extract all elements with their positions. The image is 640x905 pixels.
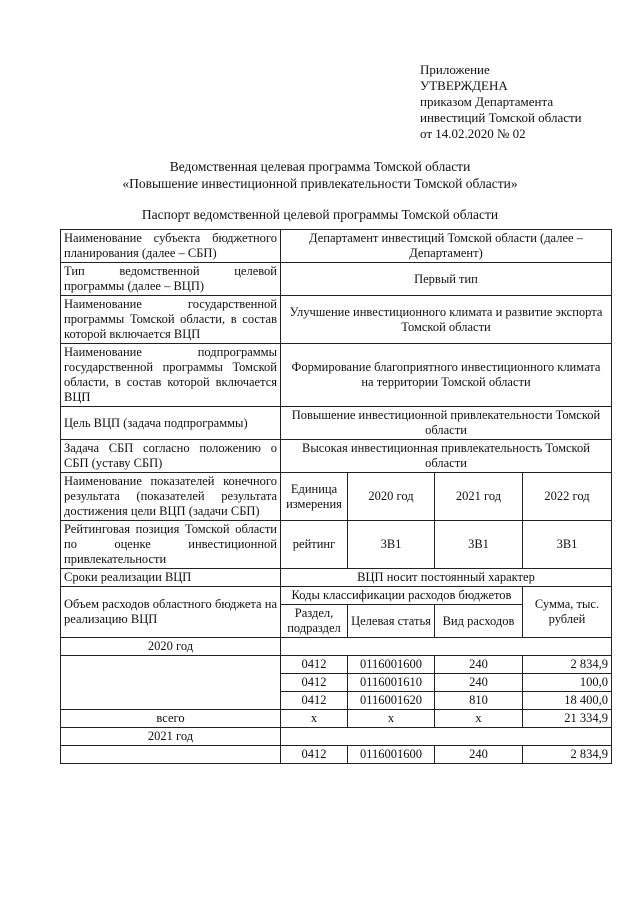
total-x: x: [281, 710, 348, 728]
article-cell: 0116001620: [348, 692, 435, 710]
indicators-header-label: Наименование показателей конечного результата (показателей результата достижения цели ВЦП (задачи СБП): [61, 473, 281, 521]
total-x: x: [435, 710, 523, 728]
row-label: Цель ВЦП (задача подпрограммы): [61, 407, 281, 440]
total-x: x: [348, 710, 435, 728]
approval-line: УТВЕРЖДЕНА: [420, 78, 508, 93]
year-header: 2022 год: [523, 473, 612, 521]
row-label: Наименование подпрограммы государственной программы Томской области, в состав которой включается ВЦП: [61, 344, 281, 407]
approval-line: от 14.02.2020 № 02: [420, 126, 526, 141]
row-label: Наименование государственной программы Томской области, в состав которой включается ВЦП: [61, 296, 281, 344]
approval-stamp: [420, 62, 582, 142]
approval-line: приказом Департамента: [420, 94, 554, 109]
kind-cell: 240: [435, 656, 523, 674]
table-row: [61, 521, 612, 569]
section-cell: 0412: [281, 692, 348, 710]
unit-header: Единица измерения: [281, 473, 348, 521]
passport-title: Паспорт ведомственной целевой программы Томской области: [141, 207, 499, 222]
year-header: 2021 год: [435, 473, 523, 521]
row-value: Формирование благоприятного инвестиционного климата на территории Томской области: [281, 344, 612, 407]
indicator-value: 3B1: [435, 521, 523, 569]
indicator-unit: рейтинг: [281, 521, 348, 569]
row-label: Наименование субъекта бюджетного планирования (далее – СБП): [61, 230, 281, 263]
sum-cell: 100,0: [523, 674, 612, 692]
article-cell: 0116001600: [348, 656, 435, 674]
kind-cell: 240: [435, 674, 523, 692]
table-row: [61, 638, 612, 656]
total-sum: 21 334,9: [523, 710, 612, 728]
indicator-label: Рейтинговая позиция Томской области по оценке инвестиционной привлекательности: [61, 521, 281, 569]
section-cell: 0412: [281, 656, 348, 674]
table-row: [61, 569, 612, 587]
row-value: Улучшение инвестиционного климата и развитие экспорта Томской области: [281, 296, 612, 344]
program-title-line: «Повышение инвестиционной привлекательности Томской области»: [122, 176, 518, 191]
sum-cell: 18 400,0: [523, 692, 612, 710]
row-label: Сроки реализации ВЦП: [61, 569, 281, 587]
row-value: Департамент инвестиций Томской области (далее – Департамент): [281, 230, 612, 263]
row-value: Повышение инвестиционной привлекательности Томской области: [281, 407, 612, 440]
year-label: 2021 год: [61, 728, 281, 746]
empty-cell: [61, 746, 281, 764]
table-row: [61, 296, 612, 344]
indicator-value: 3B1: [523, 521, 612, 569]
kind-header: Вид расходов: [435, 605, 523, 638]
table-row: [61, 473, 612, 521]
approval-line: инвестиций Томской области: [420, 110, 582, 125]
table-row: [61, 344, 612, 407]
budget-label: Объем расходов областного бюджета на реализацию ВЦП: [61, 587, 281, 638]
sum-header: Сумма, тыс. рублей: [523, 587, 612, 638]
table-row: [61, 728, 612, 746]
row-label: Тип ведомственной целевой программы (далее – ВЦП): [61, 263, 281, 296]
approval-line: Приложение: [420, 62, 490, 77]
table-row: [61, 230, 612, 263]
empty-cell: [61, 656, 281, 710]
article-header: Целевая статья: [348, 605, 435, 638]
row-label: Задача СБП согласно положению о СБП (уставу СБП): [61, 440, 281, 473]
table-row: [61, 263, 612, 296]
table-row: [61, 710, 612, 728]
year-label: 2020 год: [61, 638, 281, 656]
section-header: Раздел, подраздел: [281, 605, 348, 638]
year-header: 2020 год: [348, 473, 435, 521]
kind-cell: 810: [435, 692, 523, 710]
sum-cell: 2 834,9: [523, 656, 612, 674]
program-title-line: Ведомственная целевая программа Томской области: [169, 159, 471, 174]
row-value: ВЦП носит постоянный характер: [281, 569, 612, 587]
indicator-value: 3B1: [348, 521, 435, 569]
table-row: [61, 656, 612, 674]
section-cell: 0412: [281, 746, 348, 764]
table-row: [61, 407, 612, 440]
empty-cell: [281, 728, 612, 746]
row-value: Высокая инвестиционная привлекательность Томской области: [281, 440, 612, 473]
program-title: [0, 158, 640, 192]
table-row: [61, 440, 612, 473]
table-row: [61, 746, 612, 764]
empty-cell: [281, 638, 612, 656]
section-cell: 0412: [281, 674, 348, 692]
kind-cell: 240: [435, 746, 523, 764]
sum-cell: 2 834,9: [523, 746, 612, 764]
passport-table: [60, 229, 612, 764]
article-cell: 0116001600: [348, 746, 435, 764]
codes-header: Коды классификации расходов бюджетов: [281, 587, 523, 605]
total-label: всего: [61, 710, 281, 728]
table-row: [61, 587, 612, 605]
row-value: Первый тип: [281, 263, 612, 296]
article-cell: 0116001610: [348, 674, 435, 692]
